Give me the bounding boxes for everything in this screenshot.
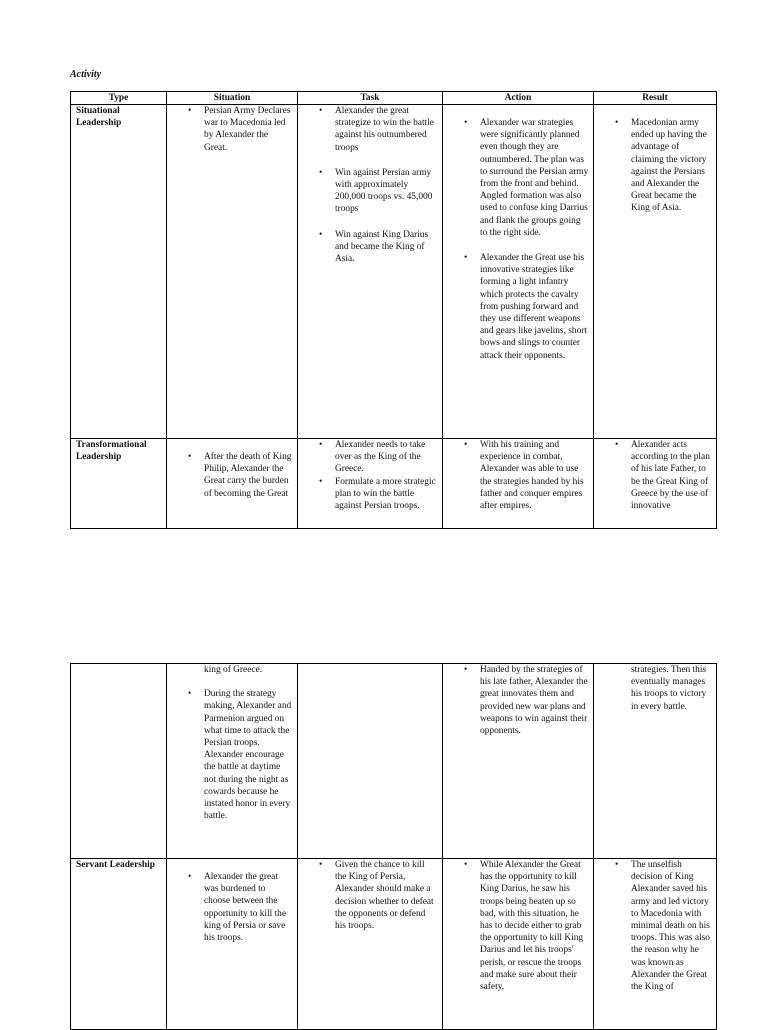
- list-item: • Formulate a more strategic plan to win the battle against Persian troops.: [302, 476, 438, 513]
- action-cell: [443, 664, 594, 859]
- task-cell: [298, 859, 443, 1030]
- list-item: • Alexander acts according to the plan of his late Father, to be the Great King of Greece by the use of innovative: [598, 439, 712, 512]
- list-item: • While Alexander the Great has the opportunity to kill King Darius, he saw his troops being beaten up so bad, with this situation, he has to decide either to grab the opportunity to kill King Darius and let his troops' perish, or rescue the troops and make sure about their safety,: [447, 859, 589, 993]
- list-item: • Win against Persian army with approximately 200,000 troops vs. 45,000 troops: [302, 167, 438, 216]
- table-row-servant: [71, 859, 717, 1030]
- action-cell: [443, 859, 594, 1030]
- task-cell: [298, 439, 443, 529]
- table-row-transformational-continued: [71, 664, 717, 859]
- list-item: • After the death of King Philip, Alexander the Great carry the burden of becoming the Great: [171, 451, 293, 500]
- list-item: • The unselfish decision of King Alexander saved his army and led victory to Macedonia with minimal death on his troops. This was also the reason why he was known as Alexander the Great the King of: [598, 859, 712, 993]
- list-item: • Given the chance to kill the King of Persia, Alexander should make a decision whether to defeat the opponents or defend his troops.: [302, 859, 438, 932]
- list-item: • Alexander the great strategize to win the battle against his outnumbered troops: [302, 105, 438, 154]
- action-cell: [443, 439, 594, 529]
- list-item: • During the strategy making, Alexander and Parmenion argued on what time to attack the Persian troops. Alexander encourage the battle at daytime not during the night as cowards because he instated honor in every battle.: [171, 688, 293, 822]
- list-item: • With his training and experience in combat, Alexander was able to use the strategies handed by his father and conquer empires after empires.: [447, 439, 589, 512]
- table-header-row: [71, 92, 717, 105]
- list-item: • Alexander needs to take over as the King of the Greece.: [302, 439, 438, 476]
- task-cell: [298, 105, 443, 439]
- column-header-type: Type: [71, 92, 167, 105]
- situation-cell: [167, 105, 298, 439]
- list-item: • Win against King Darius and became the King of Asia.: [302, 229, 438, 266]
- list-item: • Persian Army Declares war to Macedonia led by Alexander the Great.: [171, 105, 293, 154]
- list-item: • Alexander war strategies were significantly planned even though they are outnumbered. The plan was to surround the Persian army from the front and behind. Angled formation was also used to confuse king Darrius and flank the groups going to the right side.: [447, 117, 589, 239]
- activity-table-page-2: [70, 663, 717, 1030]
- result-cell: [594, 664, 717, 859]
- situation-cell: [167, 664, 298, 859]
- activity-table-page-1: [70, 91, 717, 529]
- activity-heading: Activity: [70, 69, 102, 80]
- situation-cell: [167, 439, 298, 529]
- list-item: • Alexander the great was burdened to choose between the opportunity to kill the king of Persia or save his troops.: [171, 871, 293, 944]
- table-row-situational: [71, 105, 717, 439]
- list-item: • Handed by the strategies of his late father, Alexander the great innovates them and provided new war plans and weapons to win against their opponents.: [447, 664, 589, 737]
- action-cell: [443, 105, 594, 439]
- list-item: • Macedonian army ended up having the advantage of claiming the victory against the Persians and Alexander the Great became the King of Asia.: [598, 117, 712, 215]
- table-row-transformational: [71, 439, 717, 529]
- column-header-task: Task: [298, 92, 443, 105]
- column-header-action: Action: [443, 92, 594, 105]
- continued-text: strategies. Then this eventually manages his troops to victory in every battle.: [631, 665, 707, 712]
- continued-text: king of Greece.: [204, 665, 263, 675]
- column-header-result: Result: [594, 92, 717, 105]
- type-cell: [71, 664, 167, 859]
- type-cell: Situational Leadership: [71, 105, 167, 439]
- situation-cell: [167, 859, 298, 1030]
- list-item: • Alexander the Great use his innovative strategies like forming a light infantry which protects the cavalry from pushing forward and they use different weapons and gears like javelins, short bows and slings to counter attack their opponents.: [447, 252, 589, 362]
- result-cell: [594, 859, 717, 1030]
- result-cell: [594, 105, 717, 439]
- result-cell: [594, 439, 717, 529]
- type-cell: Transformational Leadership: [71, 439, 167, 529]
- column-header-situation: Situation: [167, 92, 298, 105]
- type-cell: Servant Leadership: [71, 859, 167, 1030]
- task-cell: [298, 664, 443, 859]
